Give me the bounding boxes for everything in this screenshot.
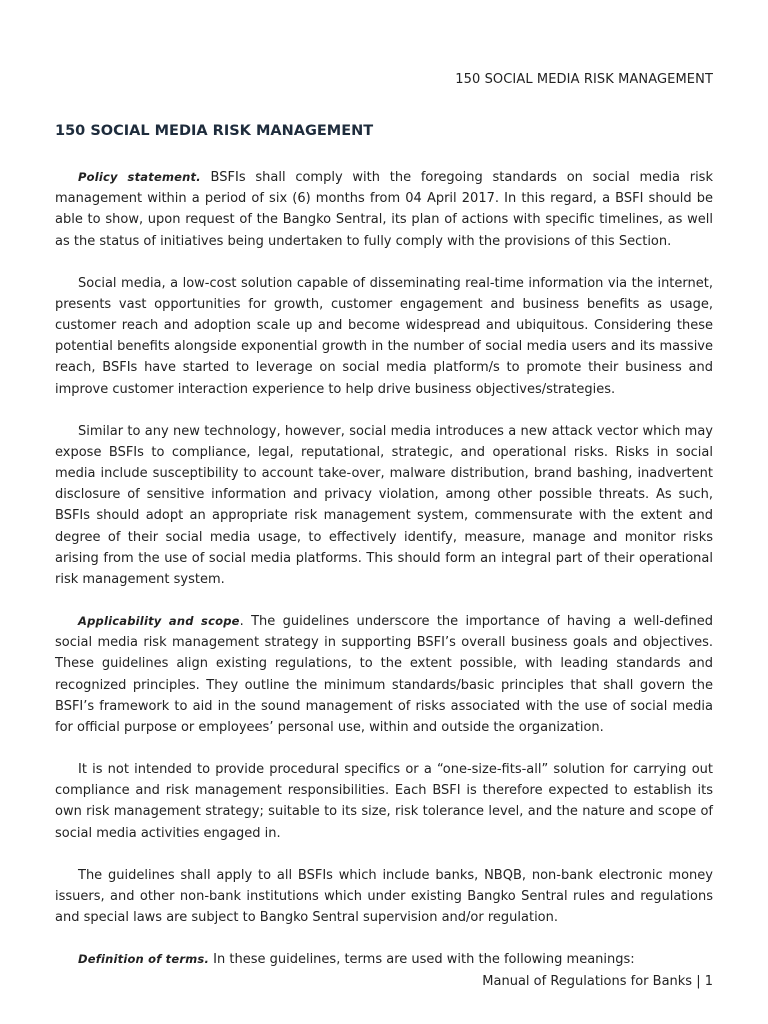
page-footer: Manual of Regulations for Banks | 1 — [482, 974, 713, 989]
paragraph-policy-statement — [55, 167, 713, 252]
running-header: 150 SOCIAL MEDIA RISK MANAGEMENT — [455, 72, 713, 87]
paragraph-lead: Definition of terms. — [78, 952, 210, 967]
section-title: 150 SOCIAL MEDIA RISK MANAGEMENT — [55, 123, 374, 139]
paragraph-text: BSFIs shall comply with the foregoing standards on social media risk management within a period of six (6) months from 04 April 2017. In this regard, a BSFI should be able to show, upon request of the Bangko Sentral, its plan of actions with specific timelines, as well as the status of initiatives being undertaken to fully comply with the provisions of this Section. — [55, 170, 713, 249]
paragraph-lead: Policy statement. — [78, 170, 201, 184]
paragraph-lead: Applicability and scope — [78, 614, 240, 629]
paragraph: The guidelines shall apply to all BSFIs which include banks, NBQB, non-bank electronic money issuers, and other non-bank institutions which under existing Bangko Sentral rules and regulations and special laws are subject to Bangko Sentral supervision and/or regulation. — [55, 867, 713, 926]
paragraph-applicability-scope — [55, 611, 713, 738]
paragraph: Social media, a low-cost solution capable of disseminating real-time information via the internet, presents vast opportunities for growth, customer engagement and business benefits as usage, customer reach and adoption scale up and become widespread and ubiquitous. Considering these potential benefits alongside exponential growth in the number of social media users and its massive reach, BSFIs have started to leverage on social media platform/s to promote their business and improve customer interaction experience to help drive business objectives/strategies. — [55, 275, 713, 397]
body-text — [55, 167, 713, 991]
paragraph: Similar to any new technology, however, social media introduces a new attack vector which may expose BSFIs to compliance, legal, reputational, strategic, and operational risks. Risks in social media include susceptibility to account take-over, malware distribution, brand bashing, inadvertent disclosure of sensitive information and privacy violation, among other possible threats. As such, BSFIs should adopt an appropriate risk management system, commensurate with the extent and degree of their social media usage, to effectively identify, measure, manage and monitor risks arising from the use of social media platforms. This should form an integral part of their operational risk management system. — [55, 423, 713, 588]
paragraph-definition-of-terms — [55, 949, 713, 970]
paragraph-text: In these guidelines, terms are used with the following meanings: — [209, 952, 635, 968]
paragraph-text: . The guidelines underscore the importance of having a well-defined social media risk management strategy in supporting BSFI’s overall business goals and objectives. These guidelines align existing regulations, to the extent possible, with leading standards and recognized principles. They outline the minimum standards/basic principles that shall govern the BSFI’s framework to aid in the sound management of risks associated with the use of social media for official purpose or employees’ personal use, within and outside the organization. — [55, 614, 713, 736]
paragraph: It is not intended to provide procedural specifics or a “one-size-fits-all” solution for carrying out compliance and risk management responsibilities. Each BSFI is therefore expected to establish its own risk management strategy; suitable to its size, risk tolerance level, and the nature and scope of social media activities engaged in. — [55, 762, 713, 841]
